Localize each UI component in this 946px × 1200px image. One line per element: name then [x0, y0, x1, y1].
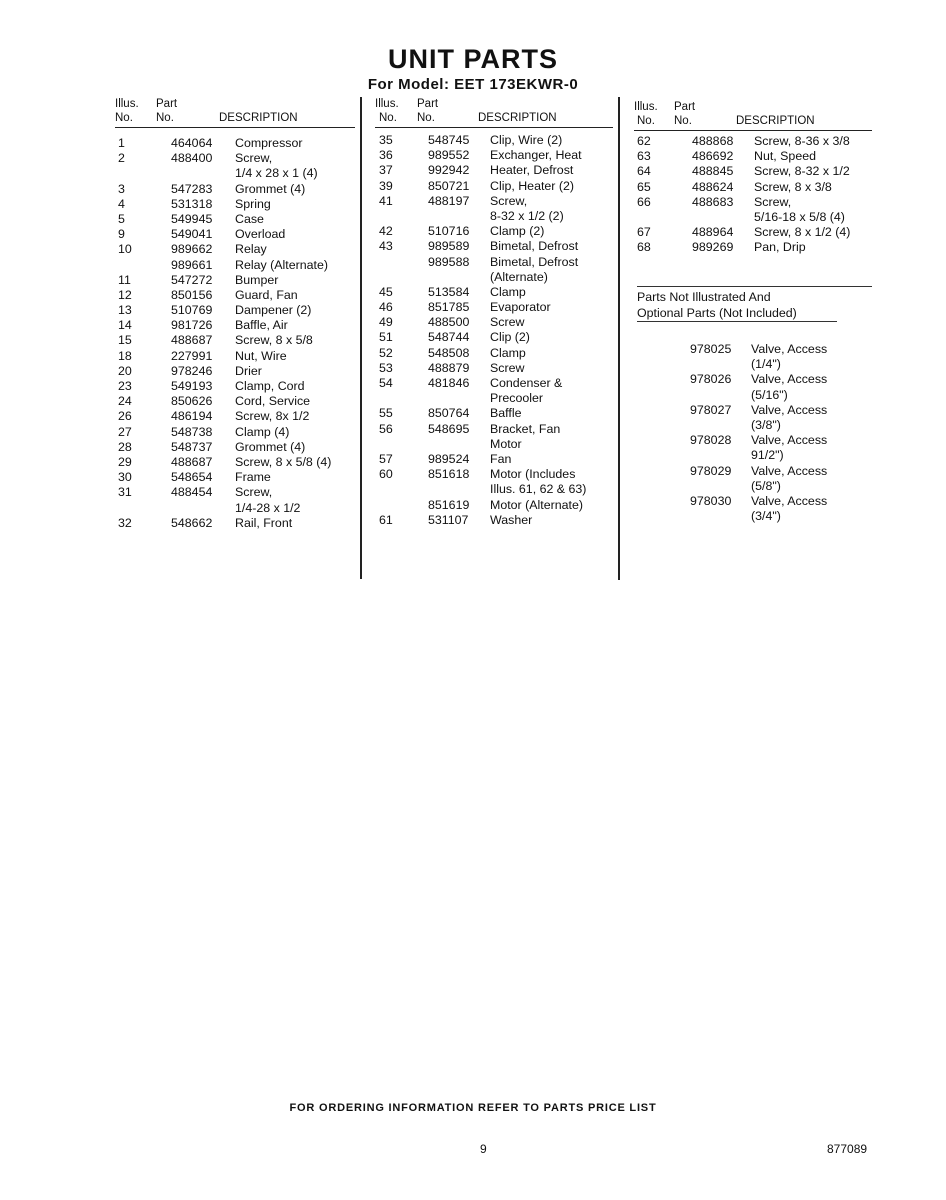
description-header: DESCRIPTION — [478, 112, 557, 124]
model-subtitle: For Model: EET 173EKWR-0 — [367, 76, 579, 93]
illus-number: 3 — [118, 181, 125, 196]
part-description: Screw — [490, 315, 525, 330]
part-description: Clip, Heater (2) — [490, 178, 575, 193]
part-description: Bimetal, Defrost — [490, 239, 579, 254]
part-number: 547272 — [171, 272, 213, 287]
illus-number: 1 — [118, 136, 125, 150]
illus-number: 39 — [379, 178, 393, 193]
part-row — [115, 258, 355, 273]
part-row — [115, 409, 355, 424]
illus-number: 60 — [379, 467, 393, 482]
part-number: 488197 — [428, 193, 470, 208]
part-description: (1/4") — [751, 357, 781, 372]
illus-number: 28 — [118, 439, 132, 454]
part-number: 481846 — [428, 376, 470, 390]
part-number: 978026 — [690, 372, 732, 387]
optional-heading-line-1: Parts Not Illustrated And — [637, 290, 771, 304]
part-description: Nut, Speed — [754, 149, 816, 164]
part-description: Overload — [235, 227, 286, 242]
part-number: 549193 — [171, 379, 213, 393]
part-row — [634, 195, 872, 210]
part-row — [115, 379, 355, 394]
part-row — [375, 391, 613, 406]
illus-number: 30 — [118, 470, 132, 485]
part-number: 488500 — [428, 315, 470, 330]
part-number: 978030 — [690, 493, 732, 508]
part-row — [375, 285, 613, 300]
optional-parts-heading — [637, 290, 797, 321]
part-row — [375, 376, 613, 391]
illus-number: 29 — [118, 454, 132, 469]
part-description: Clamp (4) — [235, 424, 290, 439]
optional-part-row — [690, 509, 872, 524]
part-description: Valve, Access — [751, 463, 828, 478]
part-description: Screw, — [754, 194, 792, 209]
optional-part-row — [690, 372, 872, 387]
part-number: 981726 — [171, 318, 213, 333]
illus-number: 49 — [379, 315, 393, 330]
part-description: Motor — [490, 436, 522, 451]
part-description: Screw — [490, 360, 525, 375]
part-description: Relay — [235, 242, 267, 257]
illus-number: 42 — [379, 224, 393, 239]
part-row — [115, 151, 355, 166]
part-row — [375, 346, 613, 361]
part-row — [115, 303, 355, 318]
part-row — [375, 239, 613, 254]
illus-number: 54 — [379, 376, 393, 390]
illus-number: 62 — [637, 134, 651, 148]
part-description: (5/8") — [751, 478, 781, 493]
description-header: DESCRIPTION — [736, 115, 815, 127]
part-description: Screw, — [235, 485, 273, 500]
column-divider-2 — [618, 97, 620, 580]
parts-column-2 — [375, 97, 613, 528]
part-number: 978029 — [690, 463, 732, 478]
part-number: 989588 — [428, 254, 470, 269]
part-number: 548737 — [171, 439, 213, 454]
part-description: Valve, Access — [751, 402, 828, 417]
part-row — [375, 224, 613, 239]
part-number: 989661 — [171, 257, 213, 272]
part-description: Condenser & — [490, 376, 563, 390]
part-number: 548508 — [428, 345, 470, 360]
illus-number: 4 — [118, 196, 125, 211]
part-number: 549041 — [171, 227, 213, 242]
part-row — [634, 180, 872, 195]
part-row — [634, 134, 872, 149]
part-number: 851618 — [428, 467, 470, 482]
part-description: 5/16-18 x 5/8 (4) — [754, 209, 845, 224]
part-number: 989269 — [692, 240, 734, 255]
part-row — [375, 452, 613, 467]
part-number: 989552 — [428, 148, 470, 163]
part-number: 548695 — [428, 421, 470, 436]
part-description: Evaporator — [490, 300, 551, 315]
part-description: Grommet (4) — [235, 439, 306, 454]
part-description: Valve, Access — [751, 493, 828, 508]
part-number: 978246 — [171, 363, 213, 378]
part-description: Motor (Includes — [490, 467, 576, 482]
part-description: Spring — [235, 196, 271, 211]
part-number: 548654 — [171, 470, 213, 485]
part-description: Cord, Service — [235, 394, 311, 409]
part-description: Valve, Access — [751, 433, 828, 448]
illus-number: 5 — [118, 211, 125, 226]
part-no-header: No. — [156, 112, 174, 124]
illus-no-header: No. — [637, 115, 655, 127]
part-description: (3/8") — [751, 417, 781, 432]
part-description: Screw, 8 x 5/8 (4) — [235, 454, 332, 469]
part-description: Dampener (2) — [235, 303, 312, 318]
part-row — [375, 406, 613, 421]
part-number: 531107 — [428, 512, 469, 527]
optional-part-row — [690, 479, 872, 494]
part-description: Bracket, Fan — [490, 421, 561, 436]
illus-number: 68 — [637, 240, 651, 255]
part-number: 531318 — [171, 196, 213, 211]
part-description: Bimetal, Defrost — [490, 254, 579, 269]
part-number: 486692 — [692, 149, 734, 164]
part-number: 548662 — [171, 515, 213, 530]
part-number: 488624 — [692, 179, 734, 194]
part-row — [375, 194, 613, 209]
part-row — [375, 148, 613, 163]
part-number: 227991 — [171, 348, 213, 363]
illus-number: 27 — [118, 424, 132, 439]
illus-number: 41 — [379, 193, 393, 208]
part-description: Clamp, Cord — [235, 379, 305, 393]
part-row — [115, 273, 355, 288]
illus-number: 9 — [118, 227, 125, 242]
part-row — [115, 455, 355, 470]
illus-no-header: No. — [115, 112, 133, 124]
part-description: Baffle — [490, 406, 522, 421]
part-description: Valve, Access — [751, 372, 828, 387]
part-row — [375, 361, 613, 376]
part-description: Pan, Drip — [754, 240, 806, 255]
illus-number: 46 — [379, 300, 393, 315]
part-description: Guard, Fan — [235, 287, 298, 302]
part-description: (Alternate) — [490, 269, 548, 284]
part-description: Baffle, Air — [235, 318, 288, 333]
illus-number: 61 — [379, 512, 393, 527]
illus-number: 10 — [118, 242, 132, 257]
part-row — [115, 227, 355, 242]
optional-part-row — [690, 433, 872, 448]
illus-number: 32 — [118, 515, 132, 530]
optional-part-row — [690, 342, 872, 357]
illus-number: 13 — [118, 303, 132, 318]
illus-number: 26 — [118, 409, 132, 424]
optional-part-row — [690, 357, 872, 372]
part-number: 851785 — [428, 300, 470, 315]
part-number: 548738 — [171, 424, 213, 439]
part-row — [375, 330, 613, 345]
part-number: 850721 — [428, 178, 470, 193]
part-description: Compressor — [235, 136, 303, 150]
part-row — [115, 394, 355, 409]
part-row — [634, 225, 872, 240]
part-description: Screw, — [235, 151, 273, 166]
part-row — [634, 210, 872, 225]
part-row — [375, 498, 613, 513]
part-row — [115, 485, 355, 500]
optional-part-row — [690, 448, 872, 463]
part-row — [634, 164, 872, 179]
illus-number: 53 — [379, 360, 393, 375]
ordering-footer: FOR ORDERING INFORMATION REFER TO PARTS PRICE LIST — [289, 1102, 657, 1114]
part-description: Drier — [235, 363, 262, 378]
illus-number: 57 — [379, 451, 393, 466]
part-number: 488879 — [428, 360, 470, 375]
part-row — [375, 300, 613, 315]
part-description: Clamp (2) — [490, 224, 545, 239]
part-row — [115, 364, 355, 379]
illus-number: 67 — [637, 225, 651, 240]
part-number: 850626 — [171, 394, 213, 409]
illus-number: 66 — [637, 194, 651, 209]
page-number: 9 — [480, 1142, 487, 1156]
illus-number: 12 — [118, 287, 132, 302]
illus-header: Illus. — [634, 101, 658, 113]
part-number: 488964 — [692, 225, 734, 240]
optional-heading-line-2: Optional Parts (Not Included) — [637, 305, 797, 320]
part-description: Fan — [490, 451, 512, 466]
optional-part-row — [690, 403, 872, 418]
part-description: 1/4-28 x 1/2 — [235, 500, 301, 515]
part-row — [115, 197, 355, 212]
part-header: Part — [674, 101, 696, 113]
part-description: Clip (2) — [490, 330, 530, 345]
part-number: 978027 — [690, 402, 732, 417]
part-description: Screw, 8 x 1/2 (4) — [754, 225, 851, 240]
illus-number: 51 — [379, 330, 393, 345]
part-description: 1/4 x 28 x 1 (4) — [235, 166, 318, 181]
part-number: 548744 — [428, 330, 470, 345]
illus-number: 31 — [118, 485, 132, 500]
part-row — [115, 333, 355, 348]
illus-no-header: No. — [379, 112, 397, 124]
part-row — [375, 467, 613, 482]
part-description: Screw, 8 x 5/8 — [235, 333, 313, 348]
part-description: Screw, — [490, 193, 528, 208]
part-description: Illus. 61, 62 & 63) — [490, 482, 587, 497]
part-description: Clamp — [490, 284, 526, 299]
part-number: 978025 — [690, 342, 732, 356]
part-header: Part — [417, 98, 439, 110]
part-description: 91/2") — [751, 448, 784, 463]
optional-part-row — [690, 494, 872, 509]
part-row — [115, 182, 355, 197]
part-row — [115, 501, 355, 516]
part-number: 989589 — [428, 239, 470, 254]
illus-number: 37 — [379, 163, 393, 178]
parts-column-1 — [115, 97, 355, 531]
part-row — [115, 212, 355, 227]
column-divider-1 — [360, 97, 362, 579]
part-number: 548745 — [428, 133, 470, 147]
illus-number: 63 — [637, 149, 651, 164]
part-description: Motor (Alternate) — [490, 497, 583, 512]
optional-part-row — [690, 464, 872, 479]
part-number: 850764 — [428, 406, 470, 421]
part-row — [115, 166, 355, 181]
part-row — [375, 163, 613, 178]
part-description: Clamp — [490, 345, 526, 360]
part-description: Precooler — [490, 391, 544, 406]
illus-number: 14 — [118, 318, 132, 333]
part-description: Grommet (4) — [235, 181, 306, 196]
illus-number: 43 — [379, 239, 393, 254]
part-number: 488687 — [171, 333, 213, 348]
part-row — [115, 470, 355, 485]
part-row — [375, 270, 613, 285]
illus-number: 2 — [118, 151, 125, 166]
part-description: Heater, Defrost — [490, 163, 574, 178]
part-number: 513584 — [428, 284, 470, 299]
part-description: (3/4") — [751, 509, 781, 524]
illus-number: 65 — [637, 179, 651, 194]
part-description: Clip, Wire (2) — [490, 133, 563, 147]
illus-header: Illus. — [115, 98, 139, 110]
document-number: 877089 — [827, 1142, 868, 1156]
part-description: (5/16") — [751, 387, 788, 402]
part-row — [634, 240, 872, 255]
part-description: Frame — [235, 470, 271, 485]
part-row — [115, 242, 355, 257]
part-row — [115, 349, 355, 364]
part-row — [115, 425, 355, 440]
part-number: 989662 — [171, 242, 213, 257]
illus-number: 35 — [379, 133, 393, 147]
part-row — [375, 422, 613, 437]
part-description: Screw, 8x 1/2 — [235, 409, 310, 424]
optional-parts-list — [690, 342, 872, 524]
part-description: Relay (Alternate) — [235, 257, 328, 272]
part-row — [375, 437, 613, 452]
part-description: Screw, 8-32 x 1/2 — [754, 164, 850, 179]
part-row — [375, 179, 613, 194]
part-row — [375, 133, 613, 148]
optional-part-row — [690, 418, 872, 433]
part-row — [115, 440, 355, 455]
part-description: 8-32 x 1/2 (2) — [490, 208, 564, 223]
optional-part-row — [690, 388, 872, 403]
part-row — [115, 288, 355, 303]
part-description: Screw, 8 x 3/8 — [754, 179, 832, 194]
illus-number: 18 — [118, 348, 132, 363]
part-row — [115, 318, 355, 333]
part-number: 488400 — [171, 151, 213, 166]
part-number: 488868 — [692, 134, 734, 148]
part-number: 488845 — [692, 164, 734, 179]
part-description: Screw, 8-36 x 3/8 — [754, 134, 850, 148]
part-row — [115, 136, 355, 151]
part-header: Part — [156, 98, 178, 110]
illus-number: 24 — [118, 394, 132, 409]
part-number: 486194 — [171, 409, 213, 424]
part-description: Rail, Front — [235, 515, 293, 530]
illus-number: 23 — [118, 379, 132, 393]
illus-number: 11 — [118, 272, 131, 287]
part-row — [375, 255, 613, 270]
optional-bottom-rule — [637, 321, 837, 322]
illus-header: Illus. — [375, 98, 399, 110]
part-number: 488687 — [171, 454, 213, 469]
part-description: Exchanger, Heat — [490, 148, 582, 163]
part-description: Case — [235, 211, 264, 226]
part-number: 549945 — [171, 211, 213, 226]
part-no-header: No. — [417, 112, 435, 124]
optional-top-rule — [637, 286, 872, 287]
illus-number: 52 — [379, 345, 393, 360]
parts-column-3 — [634, 100, 872, 256]
illus-number: 45 — [379, 284, 393, 299]
part-number: 978028 — [690, 433, 732, 448]
page-title: UNIT PARTS — [388, 44, 558, 74]
part-row — [375, 482, 613, 497]
part-number: 992942 — [428, 163, 470, 178]
illus-number: 36 — [379, 148, 393, 163]
illus-number: 55 — [379, 406, 393, 421]
part-row — [375, 315, 613, 330]
part-row — [375, 513, 613, 528]
part-number: 488454 — [171, 485, 213, 500]
part-description: Valve, Access — [751, 342, 828, 356]
part-description: Washer — [490, 512, 533, 527]
part-number: 510769 — [171, 303, 213, 318]
part-number: 850156 — [171, 287, 213, 302]
illus-number: 56 — [379, 421, 393, 436]
part-number: 464064 — [171, 136, 213, 150]
part-number: 547283 — [171, 181, 213, 196]
illus-number: 15 — [118, 333, 132, 348]
part-description: Nut, Wire — [235, 348, 287, 363]
part-number: 989524 — [428, 451, 470, 466]
part-row — [375, 209, 613, 224]
part-description: Bumper — [235, 272, 279, 287]
part-number: 488683 — [692, 194, 734, 209]
part-row — [115, 516, 355, 531]
part-number: 510716 — [428, 224, 470, 239]
part-no-header: No. — [674, 115, 692, 127]
part-number: 851619 — [428, 497, 470, 512]
part-row — [634, 149, 872, 164]
illus-number: 64 — [637, 164, 651, 179]
illus-number: 20 — [118, 363, 132, 378]
description-header: DESCRIPTION — [219, 112, 298, 124]
